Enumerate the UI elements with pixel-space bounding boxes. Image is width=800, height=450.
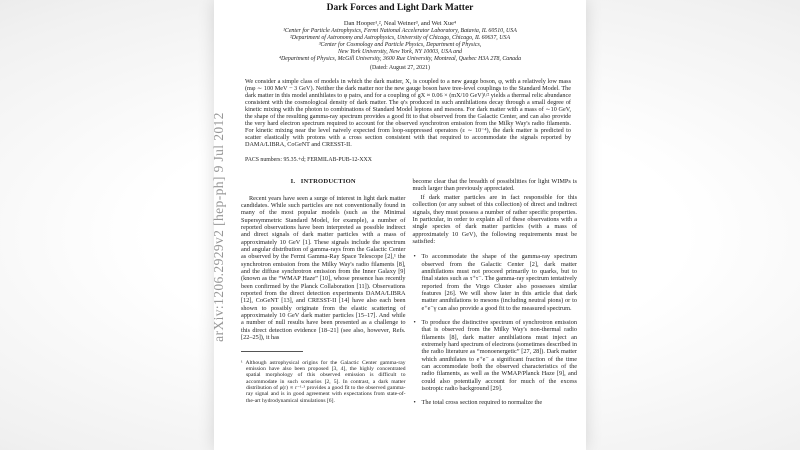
requirements-list	[413, 253, 578, 407]
bullet-text: To produce the distinctive spectrum of synchrotron emission that is observed from the Milky Way's non-thermal radio filaments [8], dark matter annihilations must inject an extremely hard spectrum of electrons (sometimes described in the radio literature as “monoenergetic” [27, 28]). Dark matter which annihilates to e⁺e⁻ a significant fraction of the time can accommodate both the observed characteristics of the radio filaments, as well as the WMAP/Planck Haze [9], and could also potentially account for much of the excess isotropic radio background [29].	[421, 318, 577, 393]
bullet-dot-icon: •	[413, 399, 416, 407]
paper-title: Dark Forces and Light Dark Matter	[326, 3, 474, 13]
affiliation-line: ³Center for Cosmology and Particle Physics, Department of Physics,	[318, 41, 482, 48]
affiliation-line: New York University, New York, NY 10003, USA and	[338, 48, 462, 55]
bullet-text: The total cross section required to normalize the	[421, 399, 543, 407]
paper-page	[214, 0, 586, 450]
two-column-body	[214, 178, 586, 414]
bullet-item-cross-section	[413, 399, 578, 406]
affiliations-block	[214, 28, 586, 63]
footnote-divider	[241, 351, 303, 352]
column-right	[413, 178, 578, 414]
bullet-dot-icon: •	[413, 253, 416, 261]
right-paragraph-continuation: become clear that the breadth of possibilities for light WIMPs is much larger than previously appreciated.	[412, 178, 577, 193]
section-heading-introduction: I. INTRODUCTION	[290, 178, 356, 186]
bullet-text: To accommodate the shape of the gamma-ray spectrum observed from the Galactic Center [2], dark matter annihilations must not proceed primarily to quarks, but to final states such as τ⁺τ⁻. The gamma-ray spectrum tentatively reported from the Virgo Cluster also possesses similar features [26]. We will show later in this article that dark matter annihilations to mesons (including neutral pions) or to e⁺e⁻γ can also provide a good fit to the measured spectrum.	[421, 253, 577, 312]
bullet-item-gamma-ray	[413, 253, 578, 312]
arxiv-watermark: arXiv:1206.2929v2 [hep-ph] 9 Jul 2012	[211, 112, 226, 342]
affiliation-line: ⁴Department of Physics, McGill University, 3600 Rue University, Montreal, Quebec H3A 2T8, Canada	[278, 55, 522, 62]
paper-abstract: We consider a simple class of models in which the dark matter, X, is coupled to a new gauge boson, φ, with a relatively low mass (mφ ∼ 100 MeV − 3 GeV). Neither the dark matter nor the new gauge boson have tree-level couplings to the Standard Model. The dark matter in this model annihilates to φ pairs, and for a coupling of gX ≈ 0.06 × (mX/10 GeV)¹/² yields a thermal relic abundance consistent with the cosmological density of dark matter. The φ's produced in such annihilations decay through a small degree of kinetic mixing with the photon to combinations of Standard Model leptons and mesons. For dark matter with a mass of ∼10 GeV, the shape of the resulting gamma-ray spectrum provides a good fit to that observed from the Galactic Center, and can also provide the very hard electron spectrum required to account for the observed synchrotron emission from the Milky Way's radio filaments. For kinetic mixing near the level naively expected from loop-suppressed operators (ε ∼ 10⁻⁴), the dark matter is predicted to scatter elastically with protons with a cross section consistent with that required to accommodate the signals reported by DAMA/LIBRA, CoGeNT and CRESST-II.	[245, 77, 571, 148]
pacs-line: PACS numbers: 95.35.+d; FERMILAB-PUB-12-XXX	[245, 156, 372, 163]
column-left	[241, 178, 406, 414]
bullet-item-synchrotron	[413, 319, 578, 392]
affiliation-line: ¹Center for Particle Astrophysics, Fermi National Accelerator Laboratory, Batavia, IL 60510, USA	[283, 28, 517, 34]
paper-authors: Dan Hooper¹,², Neal Weiner³, and Wei Xue⁴	[343, 20, 457, 27]
bullet-dot-icon: •	[413, 318, 416, 326]
right-paragraph-requirements: If dark matter particles are in fact responsible for this collection (or any subset of this collection) of direct and indirect signals, they must possess a number of rather specific properties. In particular, in order to explain all of these observations with a single species of dark matter particles (with a mass of approximately 10 GeV), the following requirements must be satisfied:	[412, 193, 577, 245]
footnote-text: ¹ Although astrophysical origins for the Galactic Center gamma-ray emission have also been proposed [3, 4], the highly concentrated spatial morphology of this observed emission is difficult to accommodate in such scenarios [2, 5]. In contrast, a dark matter distribution of ρ(r) ∝ r⁻¹·³ provides a good fit to the observed gamma-ray signal and is in good agreement with expectations from state-of-the-art hydrodynamical simulations [6].	[241, 359, 406, 404]
intro-paragraph: Recent years have seen a surge of interest in light dark matter candidates. While such particles are not conventionally found in many of the most popular models (such as the Minimal Supersymmetric Standard Model, for example), a number of reported observations have been interpreted as possible indirect and direct signals of dark matter particles with a mass of approximately 10 GeV [1]. These signals include the spectrum and angular distribution of gamma-rays from the Galactic Center as observed by the Fermi Gamma-Ray Space Telescope [2],¹ the synchrotron emission from the Milky Way's radio filaments [8], and the diffuse synchrotron emission from the Inner Galaxy [9] (known as the “WMAP Haze” [10], whose presence has recently been confirmed by the Planck Collaboration [11]). Observations reported from the direct detection experiments DAMA/LIBRA [12], CoGeNT [13], and CRESST-II [14] have also each been shown to possibly originate from the elastic scattering of approximately 10 GeV dark matter particles [15–17]. And while a number of null results have been presented as a challenge to this direct detection evidence [18–21] (see also, however, Refs. [22–25]), it has	[241, 194, 406, 342]
paper-date: (Dated: August 27, 2021)	[370, 64, 430, 71]
affiliation-line: ²Department of Astronomy and Astrophysics, University of Chicago, Chicago, IL 60637, USA	[289, 34, 511, 41]
